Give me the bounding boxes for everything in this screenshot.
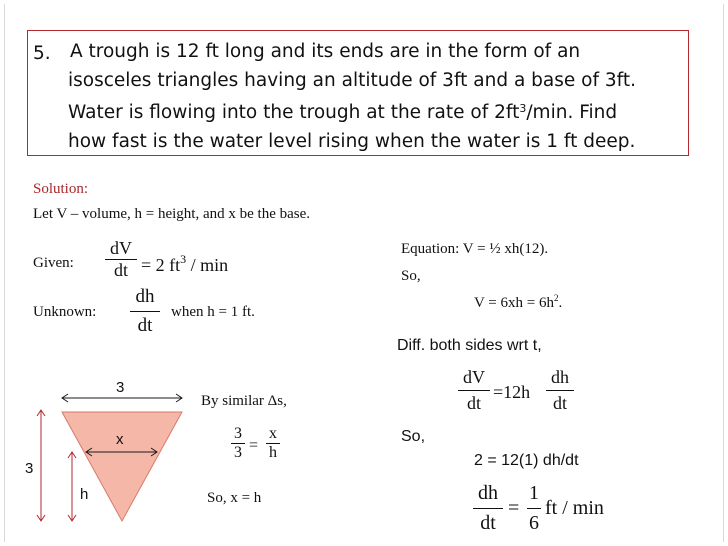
problem-line-3-sup: 3 — [519, 102, 527, 116]
result-numerator: 1 — [529, 482, 539, 504]
given-numerator: dV — [110, 238, 132, 258]
unknown-when: when h = 1 ft. — [171, 304, 255, 320]
problem-line-2: isosceles triangles having an altitude of 3ft and a base of 3ft. — [68, 69, 636, 91]
similar-right-denominator: h — [269, 444, 277, 461]
given-unit: / min — [190, 255, 229, 275]
volume-in-h-end: . — [558, 295, 563, 311]
given-label: Given: — [33, 255, 74, 271]
h-dimension-arrow — [68, 452, 76, 521]
problem-line-4: how fast is the water level rising when the water is 1 ft deep. — [68, 130, 636, 152]
dv-denominator: dt — [466, 393, 481, 413]
volume-in-h-sup: 2 — [553, 293, 559, 303]
dv-numerator: dV — [463, 367, 485, 387]
given-eq-text: = 2 ft — [141, 255, 181, 275]
derivative-equals-12h: =12h — [493, 382, 531, 402]
volume-in-h-text: V = 6xh = 6h — [474, 295, 554, 311]
fraction-bar — [546, 390, 574, 391]
similar-fraction-right — [266, 425, 280, 462]
problem-line-1: A trough is 12 ft long and its ends are in the form of an — [70, 41, 581, 62]
result-dh-numerator: dh — [478, 482, 498, 504]
x-dimension-label: x — [116, 431, 124, 448]
volume-equation: Equation: V = ½ xh(12). — [401, 241, 549, 257]
problem-line-3-a: Water is flowing into the trough at the rate of 2ft — [68, 102, 520, 124]
left-dimension-arrow — [37, 410, 45, 521]
given-denominator: dt — [113, 260, 128, 280]
result-fraction-dh — [473, 482, 503, 535]
fraction-bar — [473, 508, 503, 509]
result-equals: = — [508, 497, 520, 519]
substituted-equation: 2 = 12(1) dh/dt — [474, 452, 579, 469]
h-dimension-label: h — [80, 486, 89, 503]
dh-denominator: dt — [552, 393, 567, 413]
top-dimension-label: 3 — [116, 379, 125, 396]
solution-intro: Let V – volume, h = height, and x be the base. — [33, 206, 311, 222]
result-unit: ft / min — [545, 497, 604, 519]
derivative-fraction-dh — [546, 367, 574, 414]
unknown-numerator: dh — [135, 286, 155, 307]
unknown-denominator: dt — [137, 315, 153, 336]
similar-right-numerator: x — [269, 425, 277, 442]
volume-in-h — [474, 293, 562, 312]
result-fraction-one-sixth — [527, 482, 541, 535]
similar-triangles-text: By similar Δs, — [201, 393, 287, 409]
unknown-label: Unknown: — [33, 304, 97, 320]
so-x-equals-h: So, x = h — [207, 490, 262, 506]
fraction-bar — [458, 390, 490, 391]
result-denominator: 6 — [529, 512, 539, 534]
trough-end-triangle — [62, 412, 182, 521]
fraction-bar — [527, 508, 541, 509]
problem-number: 5. — [33, 43, 51, 64]
similar-left-denominator: 3 — [234, 444, 242, 461]
left-dimension-label: 3 — [25, 460, 34, 477]
similar-equals: = — [249, 437, 259, 454]
similar-left-numerator: 3 — [234, 425, 242, 442]
solution-heading: Solution: — [33, 181, 89, 197]
dh-numerator: dh — [551, 367, 569, 387]
so-label-1: So, — [401, 268, 421, 284]
so-label-2: So, — [401, 428, 426, 445]
problem-line-3-b: /min. Find — [526, 102, 618, 124]
similar-fraction-left — [231, 425, 245, 462]
result-dh-denominator: dt — [480, 512, 496, 534]
given-sup: 3 — [180, 252, 187, 266]
differentiate-text: Diff. both sides wrt t, — [397, 337, 542, 354]
derivative-fraction-dv — [458, 367, 490, 414]
